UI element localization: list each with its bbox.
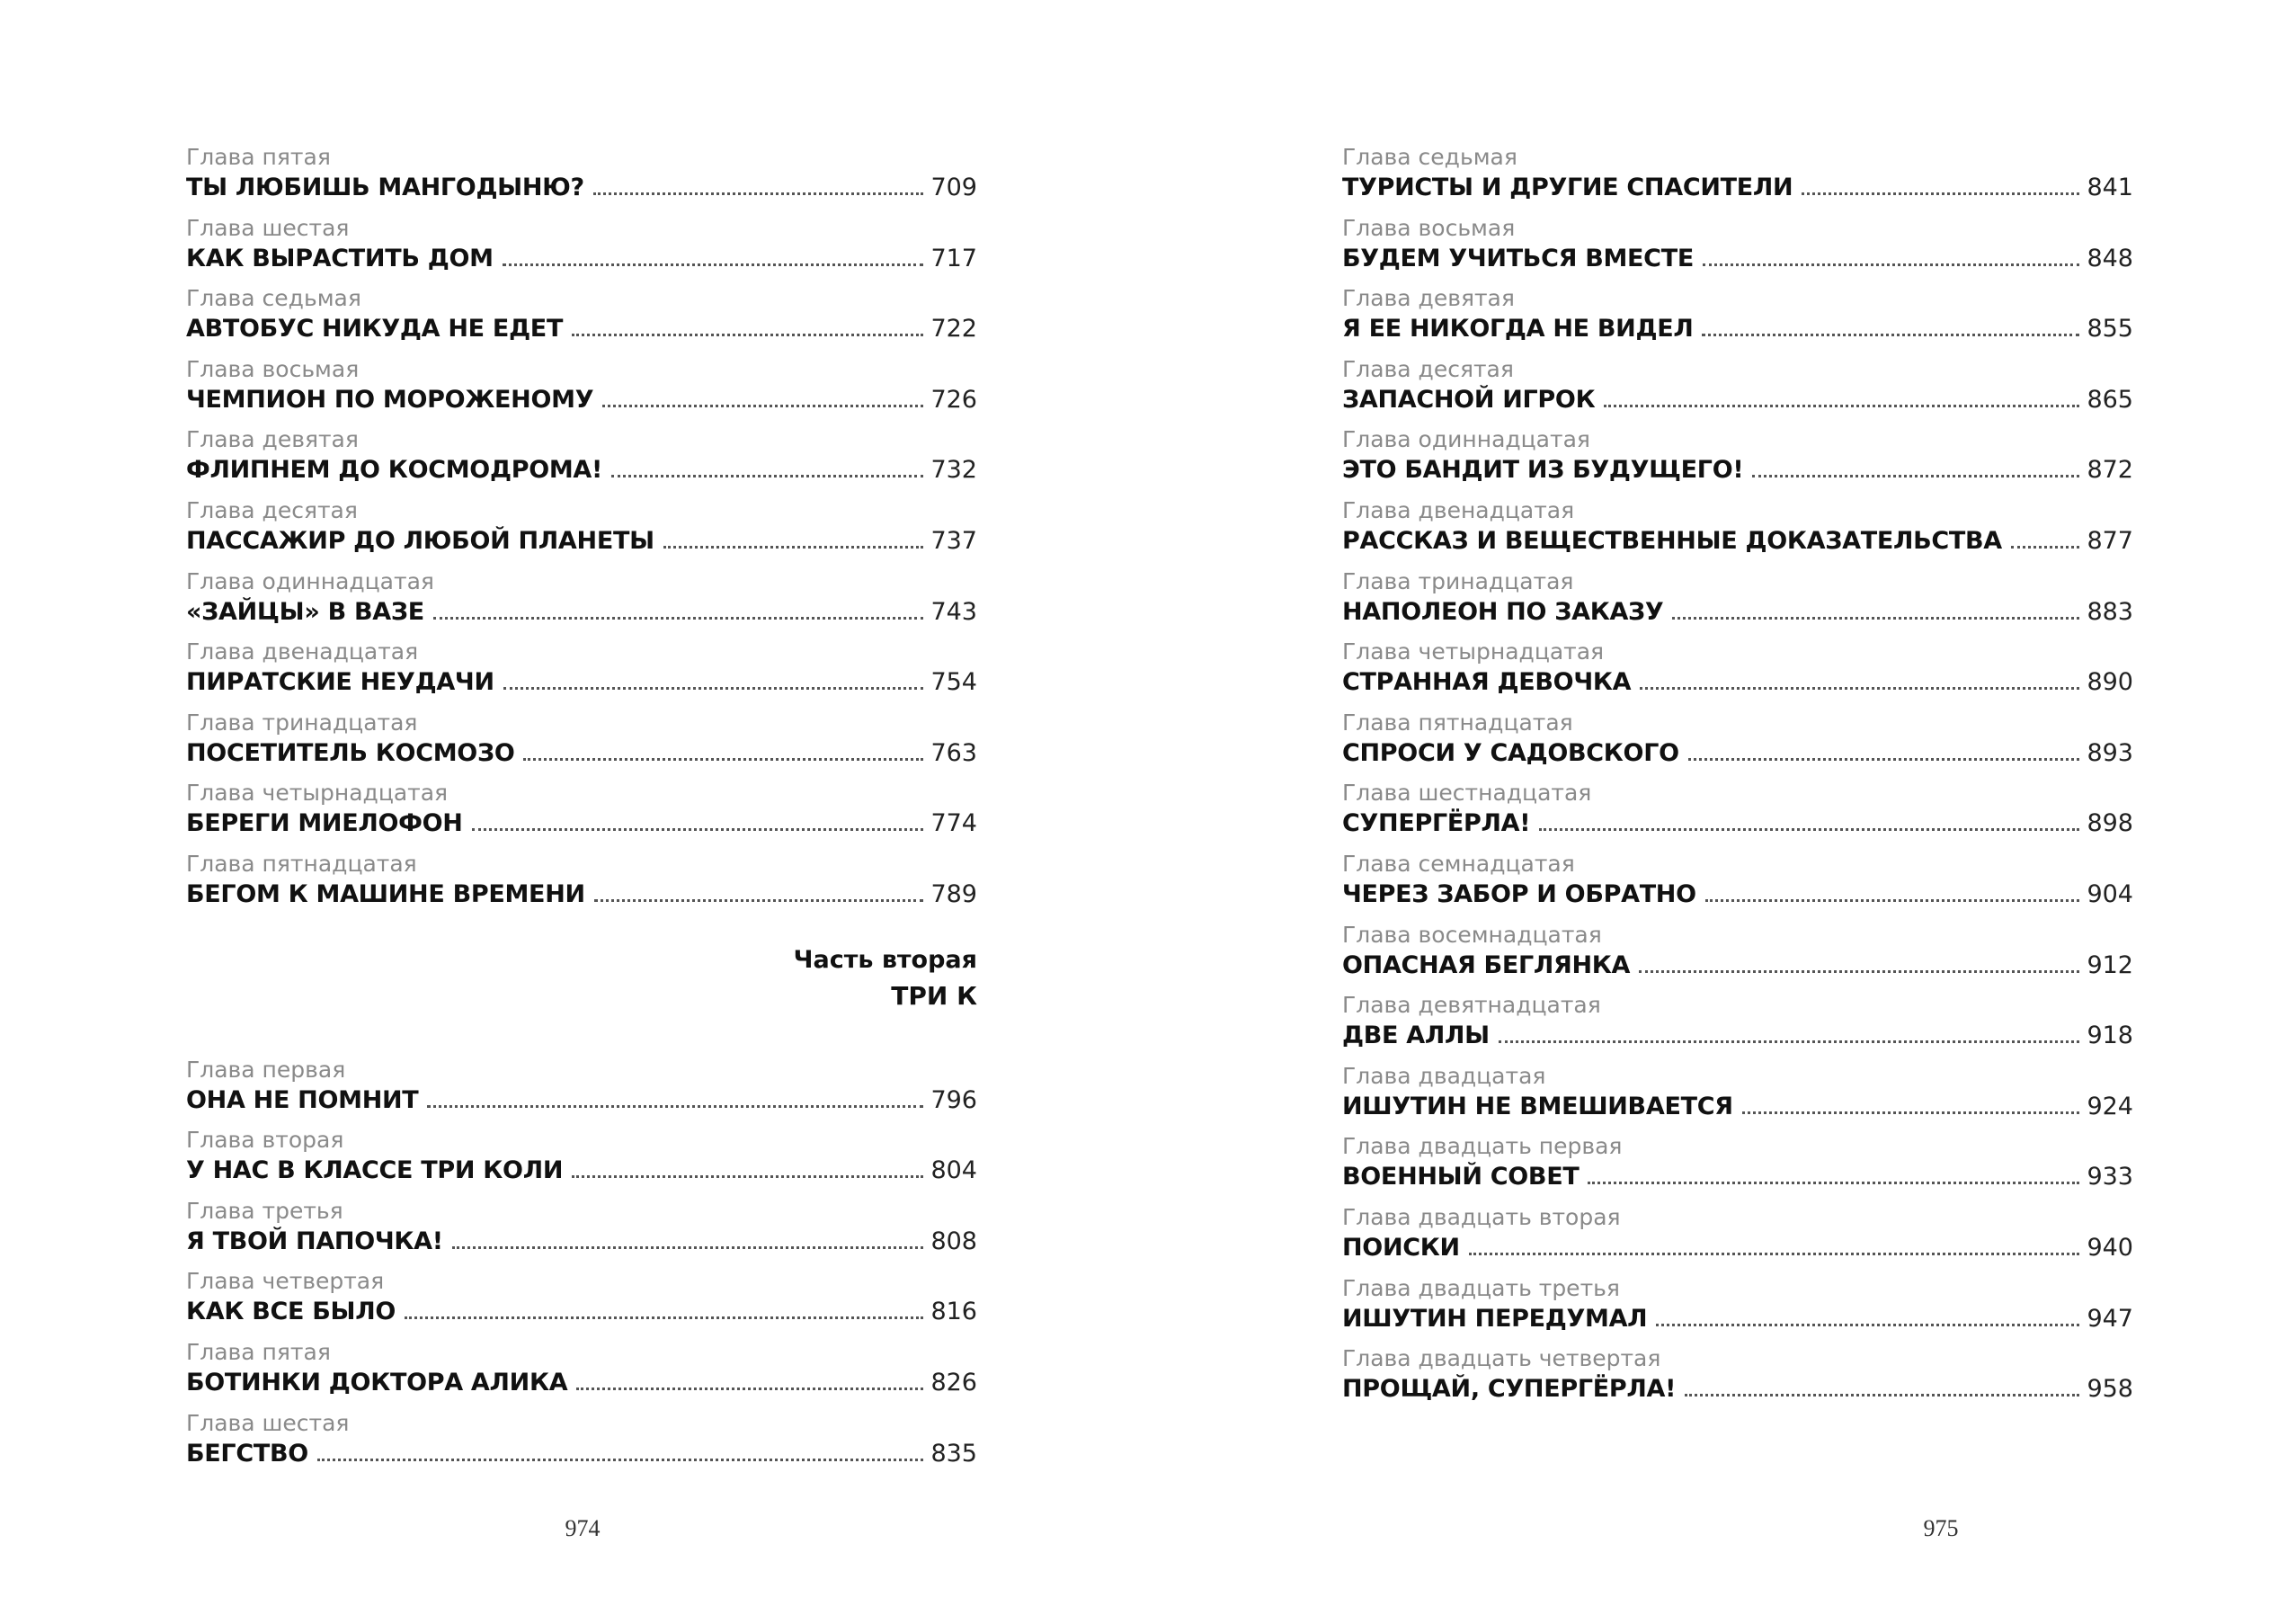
dot-leader <box>1588 1182 2079 1184</box>
chapter-label: Глава пятая <box>186 1338 331 1365</box>
dot-leader <box>1640 687 2079 690</box>
chapter-label: Глава шестая <box>186 1409 350 1436</box>
dot-leader <box>1703 263 2079 266</box>
chapter-page-number: 709 <box>930 174 977 201</box>
chapter-title: ПОСЕТИТЕЛЬ КОСМОЗО <box>186 738 515 767</box>
chapter-title-row <box>186 523 977 559</box>
dot-leader <box>1705 899 2080 902</box>
chapter-title-row <box>1342 523 2133 559</box>
chapter-label: Глава двадцатая <box>1342 1062 1546 1089</box>
chapter-page-number: 754 <box>930 668 977 697</box>
part-title: ТРИ К <box>891 980 977 1011</box>
dot-leader <box>1752 475 2079 477</box>
dot-leader <box>663 546 924 549</box>
dot-leader <box>317 1459 924 1461</box>
chapter-title: СПРОСИ У САДОВСКОГО <box>1342 738 1679 767</box>
chapter-page-number: 883 <box>2087 597 2133 626</box>
chapter-label: Глава шестнадцатая <box>1342 780 1592 807</box>
toc-entry <box>1342 283 2133 354</box>
chapter-title: ИШУТИН ПЕРЕДУМАЛ <box>1342 1304 1648 1333</box>
chapter-title: ПИРАТСКИЕ НЕУДАЧИ <box>186 668 494 697</box>
dot-leader <box>1688 758 2080 761</box>
chapter-page-number: 726 <box>930 385 977 414</box>
chapter-title-row <box>186 594 977 630</box>
dot-leader <box>1656 1324 2079 1326</box>
chapter-page-number: 737 <box>930 526 977 555</box>
chapter-title: БЕГОМ К МАШИНЕ ВРЕМЕНИ <box>186 879 585 908</box>
chapter-label: Глава восьмая <box>1342 214 1516 241</box>
dot-leader <box>593 192 924 195</box>
chapter-page-number: 808 <box>930 1227 977 1255</box>
toc-entry <box>1342 778 2133 849</box>
toc-entry <box>186 567 977 638</box>
chapter-page-number: 816 <box>930 1298 977 1326</box>
chapter-label: Глава восьмая <box>186 355 360 382</box>
chapter-label: Глава двадцать вторая <box>1342 1203 1621 1230</box>
toc-entry <box>186 1408 977 1479</box>
chapter-label: Глава первая <box>186 1056 346 1083</box>
chapter-title: БУДЕМ УЧИТЬСЯ ВМЕСТЕ <box>1342 244 1694 272</box>
chapter-page-number: 743 <box>930 597 977 626</box>
chapter-page-number: 763 <box>930 738 977 767</box>
dot-leader <box>523 758 923 761</box>
dot-leader <box>1499 1040 2080 1043</box>
chapter-title: ПРОЩАЙ, СУПЕРГЁРЛА! <box>1342 1375 1677 1404</box>
chapter-title-row <box>186 736 977 772</box>
chapter-title-row <box>1342 594 2133 630</box>
toc-entry <box>186 142 977 213</box>
dot-leader <box>1469 1253 2080 1255</box>
toc-entry <box>1342 708 2133 779</box>
dot-leader <box>2011 546 2080 549</box>
dot-leader <box>594 899 924 902</box>
chapter-page-number: 877 <box>2087 526 2133 555</box>
toc-entry <box>186 849 977 920</box>
toc-entry <box>186 495 977 567</box>
chapter-title: НАПОЛЕОН ПО ЗАКАЗУ <box>1342 597 1664 626</box>
chapter-title: РАССКАЗ И ВЕЩЕСТВЕННЫЕ ДОКАЗАТЕЛЬСТВА <box>1342 526 2002 555</box>
chapter-page-number: 898 <box>2087 809 2133 838</box>
chapter-page-number: 732 <box>930 456 977 485</box>
toc-entry <box>1342 495 2133 567</box>
toc-entry <box>186 213 977 284</box>
toc-entry <box>186 1196 977 1267</box>
chapter-title: ВОЕННЫЙ СОВЕТ <box>1342 1163 1580 1191</box>
chapter-label: Глава четырнадцатая <box>1342 638 1605 665</box>
toc-entry <box>1342 354 2133 425</box>
chapter-label: Глава восемнадцатая <box>1342 921 1602 948</box>
dot-leader <box>1672 617 2079 620</box>
right-toc <box>1342 142 2133 1414</box>
toc-entry <box>1342 990 2133 1061</box>
chapter-title: ЧЕРЕЗ ЗАБОР И ОБРАТНО <box>1342 879 1696 908</box>
chapter-label: Глава десятая <box>186 496 358 523</box>
chapter-title: ТЫ ЛЮБИШЬ МАНГОДЫНЮ? <box>186 174 584 201</box>
chapter-title: Я ТВОЙ ПАПОЧКА! <box>186 1227 443 1255</box>
chapter-title-row <box>1342 311 2133 347</box>
chapter-page-number: 933 <box>2087 1163 2133 1191</box>
dot-leader <box>427 1105 923 1108</box>
chapter-title: ИШУТИН НЕ ВМЕШИВАЕТСЯ <box>1342 1092 1733 1120</box>
toc-entry <box>1342 1273 2133 1344</box>
chapter-title-row <box>1342 170 2133 206</box>
chapter-page-number: 835 <box>930 1439 977 1468</box>
toc-entry <box>1342 920 2133 991</box>
chapter-page-number: 904 <box>2087 879 2133 908</box>
chapter-title: ОНА НЕ ПОМНИТ <box>186 1085 419 1114</box>
page-number-left: 974 <box>565 1515 601 1541</box>
toc-entry <box>1342 1061 2133 1132</box>
dot-leader <box>472 828 924 831</box>
dot-leader <box>1685 1394 2079 1396</box>
toc-entry <box>186 1337 977 1408</box>
chapter-title: ЗАПАСНОЙ ИГРОК <box>1342 385 1596 414</box>
chapter-page-number: 890 <box>2087 668 2133 697</box>
toc-entry <box>1342 567 2133 638</box>
chapter-label: Глава седьмая <box>1342 144 1517 170</box>
left-toc <box>186 142 977 1478</box>
chapter-title-row <box>1342 1159 2133 1195</box>
chapter-label: Глава девятая <box>1342 285 1515 312</box>
chapter-label: Глава четвертая <box>186 1268 385 1295</box>
chapter-title: БОТИНКИ ДОКТОРА АЛИКА <box>186 1368 568 1396</box>
chapter-label: Глава седьмая <box>186 285 361 312</box>
toc-entry <box>1342 1131 2133 1202</box>
toc-entry <box>1342 637 2133 708</box>
chapter-title-row <box>1342 452 2133 488</box>
chapter-label: Глава пятая <box>186 144 331 170</box>
toc-entry <box>1342 1202 2133 1273</box>
chapter-label: Глава шестая <box>186 214 350 241</box>
right-page <box>1148 0 2296 1624</box>
chapter-page-number: 841 <box>2087 174 2133 201</box>
chapter-title-row <box>1342 1371 2133 1407</box>
chapter-label: Глава тринадцатая <box>1342 567 1574 594</box>
chapter-page-number: 855 <box>2087 315 2133 344</box>
dot-leader <box>602 405 923 407</box>
chapter-label: Глава двенадцатая <box>186 638 419 665</box>
dot-leader <box>576 1388 923 1390</box>
dot-leader <box>1539 828 2079 831</box>
chapter-page-number: 947 <box>2087 1304 2133 1333</box>
chapter-label: Глава девятнадцатая <box>1342 992 1601 1019</box>
part-label: Часть вторая <box>793 945 977 974</box>
toc-entry <box>186 778 977 849</box>
chapter-page-number: 912 <box>2087 950 2133 979</box>
chapter-title: ДВЕ АЛЛЫ <box>1342 1022 1490 1050</box>
chapter-title-row <box>186 170 977 206</box>
chapter-title-row <box>186 806 977 842</box>
page-number-right: 975 <box>1923 1515 1959 1541</box>
chapter-title-row <box>1342 382 2133 418</box>
chapter-title: КАК ВСЕ БЫЛО <box>186 1298 396 1326</box>
chapter-label: Глава десятая <box>1342 355 1514 382</box>
chapter-page-number: 940 <box>2087 1233 2133 1262</box>
chapter-label: Глава двенадцатая <box>1342 496 1575 523</box>
chapter-label: Глава двадцать четвертая <box>1342 1345 1661 1372</box>
chapter-page-number: 918 <box>2087 1022 2133 1050</box>
chapter-page-number: 804 <box>930 1156 977 1185</box>
toc-section-part-one <box>186 142 977 920</box>
chapter-title-row <box>186 1153 977 1189</box>
chapter-page-number: 865 <box>2087 385 2133 414</box>
chapter-title: АВТОБУС НИКУДА НЕ ЕДЕТ <box>186 315 564 344</box>
chapter-label: Глава тринадцатая <box>186 709 418 736</box>
dot-leader <box>1639 970 2079 973</box>
toc-entry <box>186 424 977 495</box>
chapter-page-number: 893 <box>2087 738 2133 767</box>
chapter-title-row <box>1342 806 2133 842</box>
chapter-label: Глава пятнадцатая <box>186 850 417 877</box>
dot-leader <box>503 687 924 690</box>
chapter-title: У НАС В КЛАССЕ ТРИ КОЛИ <box>186 1156 564 1185</box>
chapter-page-number: 826 <box>930 1368 977 1396</box>
chapter-title: Я ЕЕ НИКОГДА НЕ ВИДЕЛ <box>1342 315 1694 344</box>
toc-entry <box>1342 213 2133 284</box>
chapter-title-row <box>1342 1230 2133 1266</box>
chapter-title-row <box>186 382 977 418</box>
chapter-label: Глава третья <box>186 1197 343 1224</box>
chapter-title: СТРАННАЯ ДЕВОЧКА <box>1342 668 1632 697</box>
toc-entry <box>1342 424 2133 495</box>
toc-entry <box>186 708 977 779</box>
chapter-title-row <box>186 452 977 488</box>
chapter-title-row <box>1342 1018 2133 1054</box>
chapter-title-row <box>186 1365 977 1401</box>
chapter-label: Глава двадцать третья <box>1342 1274 1620 1301</box>
chapter-page-number: 774 <box>930 809 977 838</box>
toc-entry <box>1342 1343 2133 1414</box>
dot-leader <box>572 1175 923 1178</box>
chapter-title-row <box>1342 948 2133 984</box>
dot-leader <box>1702 334 2079 336</box>
chapter-title-row <box>1342 241 2133 277</box>
chapter-page-number: 789 <box>930 879 977 908</box>
chapter-title-row <box>1342 665 2133 700</box>
chapter-page-number: 872 <box>2087 456 2133 485</box>
chapter-title-row <box>186 1224 977 1260</box>
chapter-label: Глава пятнадцатая <box>1342 709 1573 736</box>
chapter-title-row <box>1342 1089 2133 1125</box>
chapter-label: Глава вторая <box>186 1127 344 1154</box>
chapter-title: ЧЕМПИОН ПО МОРОЖЕНОМУ <box>186 385 594 414</box>
dot-leader <box>503 263 924 266</box>
chapter-title: ТУРИСТЫ И ДРУГИЕ СПАСИТЕЛИ <box>1342 174 1793 201</box>
chapter-title-row <box>1342 877 2133 913</box>
chapter-title: ОПАСНАЯ БЕГЛЯНКА <box>1342 950 1631 979</box>
chapter-title-row <box>186 665 977 700</box>
chapter-title: ФЛИПНЕМ ДО КОСМОДРОМА! <box>186 456 603 485</box>
chapter-label: Глава четырнадцатая <box>186 780 449 807</box>
dot-leader <box>1802 192 2079 195</box>
chapter-title: СУПЕРГЁРЛА! <box>1342 809 1531 838</box>
toc-entry <box>186 1266 977 1337</box>
chapter-page-number: 958 <box>2087 1375 2133 1404</box>
chapter-title-row <box>186 1436 977 1472</box>
toc-entry <box>186 1125 977 1196</box>
toc-entry <box>186 283 977 354</box>
toc-entry <box>186 637 977 708</box>
chapter-label: Глава девятая <box>186 426 359 453</box>
part-heading <box>186 920 977 1055</box>
chapter-page-number: 717 <box>930 244 977 272</box>
chapter-label: Глава одиннадцатая <box>1342 426 1590 453</box>
chapter-title-row <box>1342 1301 2133 1337</box>
chapter-page-number: 722 <box>930 315 977 344</box>
chapter-title-row <box>186 241 977 277</box>
toc-entry <box>186 354 977 425</box>
chapter-page-number: 796 <box>930 1085 977 1114</box>
chapter-title: ПОИСКИ <box>1342 1233 1460 1262</box>
chapter-title-row <box>186 1083 977 1119</box>
chapter-label: Глава двадцать первая <box>1342 1133 1623 1160</box>
chapter-label: Глава семнадцатая <box>1342 850 1575 877</box>
dot-leader <box>433 617 924 620</box>
chapter-title-row <box>186 1294 977 1330</box>
chapter-title: ПАССАЖИР ДО ЛЮБОЙ ПЛАНЕТЫ <box>186 526 654 555</box>
dot-leader <box>1742 1111 2080 1114</box>
chapter-title-row <box>1342 736 2133 772</box>
dot-leader <box>611 475 923 477</box>
toc-section-right <box>1342 142 2133 1414</box>
dot-leader <box>1604 405 2079 407</box>
toc-section-part-two <box>186 1055 977 1479</box>
chapter-page-number: 848 <box>2087 244 2133 272</box>
dot-leader <box>405 1316 923 1319</box>
toc-entry <box>1342 142 2133 213</box>
chapter-page-number: 924 <box>2087 1092 2133 1120</box>
chapter-title: БЕРЕГИ МИЕЛОФОН <box>186 809 463 838</box>
chapter-label: Глава одиннадцатая <box>186 567 434 594</box>
toc-entry <box>186 1055 977 1126</box>
chapter-title: ЭТО БАНДИТ ИЗ БУДУЩЕГО! <box>1342 456 1744 485</box>
dot-leader <box>572 334 923 336</box>
toc-entry <box>1342 849 2133 920</box>
chapter-title: КАК ВЫРАСТИТЬ ДОМ <box>186 244 494 272</box>
dot-leader <box>452 1246 924 1249</box>
chapter-title: БЕГСТВО <box>186 1439 308 1468</box>
chapter-title-row <box>186 877 977 913</box>
chapter-title-row <box>186 311 977 347</box>
chapter-title: «ЗАЙЦЫ» В ВАЗЕ <box>186 597 424 626</box>
